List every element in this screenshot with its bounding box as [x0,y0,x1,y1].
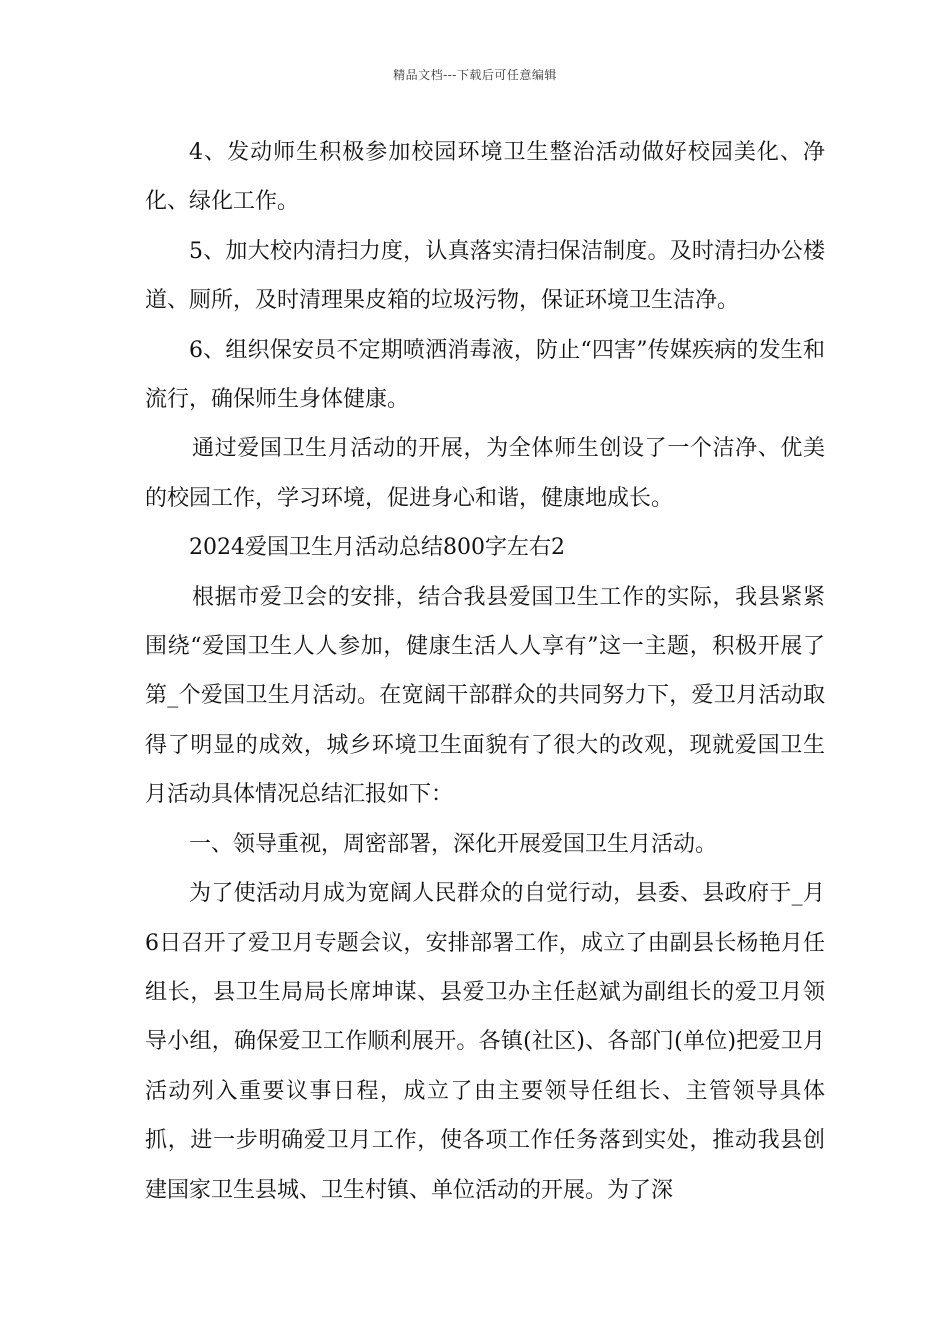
paragraph-item-5: 5、加大校内清扫力度，认真落实清扫保洁制度。及时清扫办公楼道、厕所，及时清理果皮箱的垃圾污物，保证环境卫生洁净。 [145,238,825,314]
paragraph-item-4: 4、发动师生积极参加校园环境卫生整治活动做好校园美化、净化、绿化工作。 [145,140,825,215]
paragraph-item-6: 6、组织保安员不定期喷洒消毒液，防止“四害”传媒疾病的发生和流行，确保师生身体健康。 [145,337,825,413]
paragraph-conclusion: 通过爱国卫生月活动的开展，为全体师生创设了一个洁净、优美的校园工作，学习环境，促进身心和谐，健康地成长。 [145,436,825,511]
document-body [145,128,825,1215]
paragraph-intro: 根据市爱卫会的安排，结合我县爱国卫生工作的实际，我县紧紧围绕“爱国卫生人人参加，健康生活人人享有”这一主题，积极开展了第_个爱国卫生月活动。在宽阔干部群众的共同努力下，爱卫月活动取得了明显的成效，城乡环境卫生面貌有了很大的改观，现就爱国卫生月活动具体情况总结汇报如下： [145,584,825,808]
paragraph-section-1-body: 为了使活动月成为宽阔人民群众的自觉行动，县委、县政府于_月6日召开了爱卫月专题会议，安排部署工作，成立了由副县长杨艳月任组长，县卫生局局长席坤谋、县爱卫办主任赵斌为副组长的爱卫月领导小组，确保爱卫工作顺利展开。各镇(社区)、各部门(单位)把爱卫月活动列入重要议事日程，成立了由主要领导任组长、主管领导具体抓，进一步明确爱卫月工作，使各项工作任务落到实处，推动我县创建国家卫生县城、卫生村镇、单位活动的开展。为了深 [145,881,825,1203]
page-header: 精品文档---下载后可任意编辑 [393,68,557,82]
section-heading-1: 一、领导重视，周密部署，深化开展爱国卫生月活动。 [189,831,718,857]
section-title: 2024爱国卫生月活动总结800字左右2 [189,535,565,561]
